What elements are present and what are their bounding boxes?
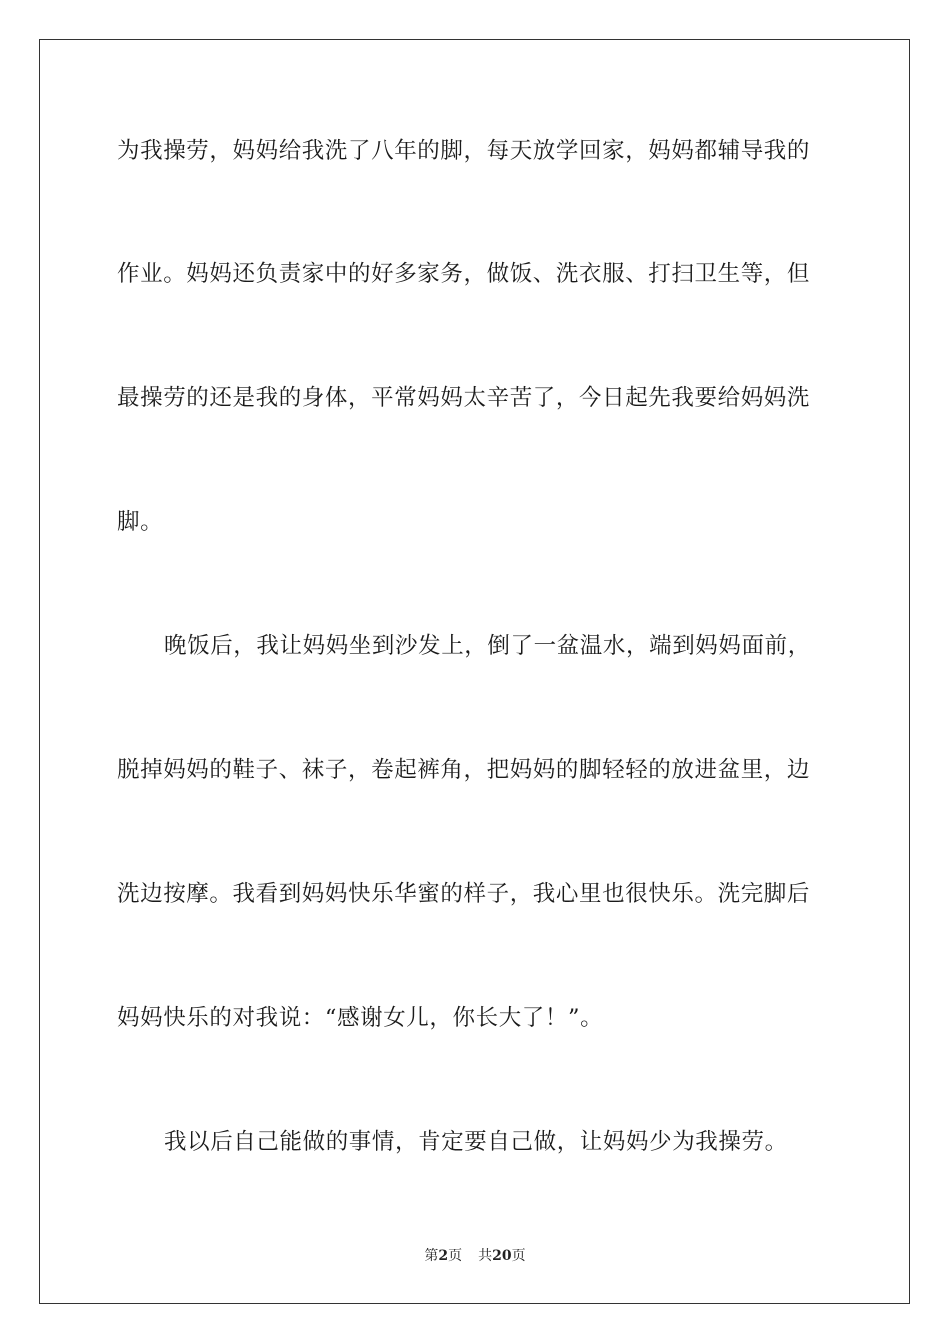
page-border (39, 39, 910, 1304)
page-footer (0, 1246, 950, 1266)
paragraph-line-5: 晚饭后，我让妈妈坐到沙发上，倒了一盆温水，端到妈妈面前， (164, 633, 811, 659)
total-label-prefix: 共 (478, 1248, 493, 1264)
page-number: 2 (438, 1248, 449, 1264)
paragraph-line-6: 脱掉妈妈的鞋子、袜子，卷起裤角，把妈妈的脚轻轻的放进盆里，边 (117, 757, 811, 783)
paragraph-line-3: 最操劳的还是我的身体，平常妈妈太辛苦了，今日起先我要给妈妈洗 (117, 385, 811, 411)
paragraph-line-2: 作业。妈妈还负责家中的好多家务，做饭、洗衣服、打扫卫生等，但 (117, 261, 811, 287)
total-pages: 20 (492, 1248, 512, 1264)
paragraph-line-9: 我以后自己能做的事情，肯定要自己做，让妈妈少为我操劳。 (164, 1129, 788, 1155)
paragraph-line-8: 妈妈快乐的对我说：“感谢女儿，你长大了！”。 (117, 1005, 604, 1031)
paragraph-line-1: 为我操劳，妈妈给我洗了八年的脚，每天放学回家，妈妈都辅导我的 (117, 138, 811, 164)
total-label-suffix: 页 (511, 1248, 526, 1264)
paragraph-line-7: 洗边按摩。我看到妈妈快乐华蜜的样子，我心里也很快乐。洗完脚后 (117, 881, 811, 907)
paragraph-line-4: 脚。 (117, 509, 164, 535)
page-label-suffix: 页 (448, 1248, 463, 1264)
page-label-prefix: 第 (424, 1248, 439, 1264)
